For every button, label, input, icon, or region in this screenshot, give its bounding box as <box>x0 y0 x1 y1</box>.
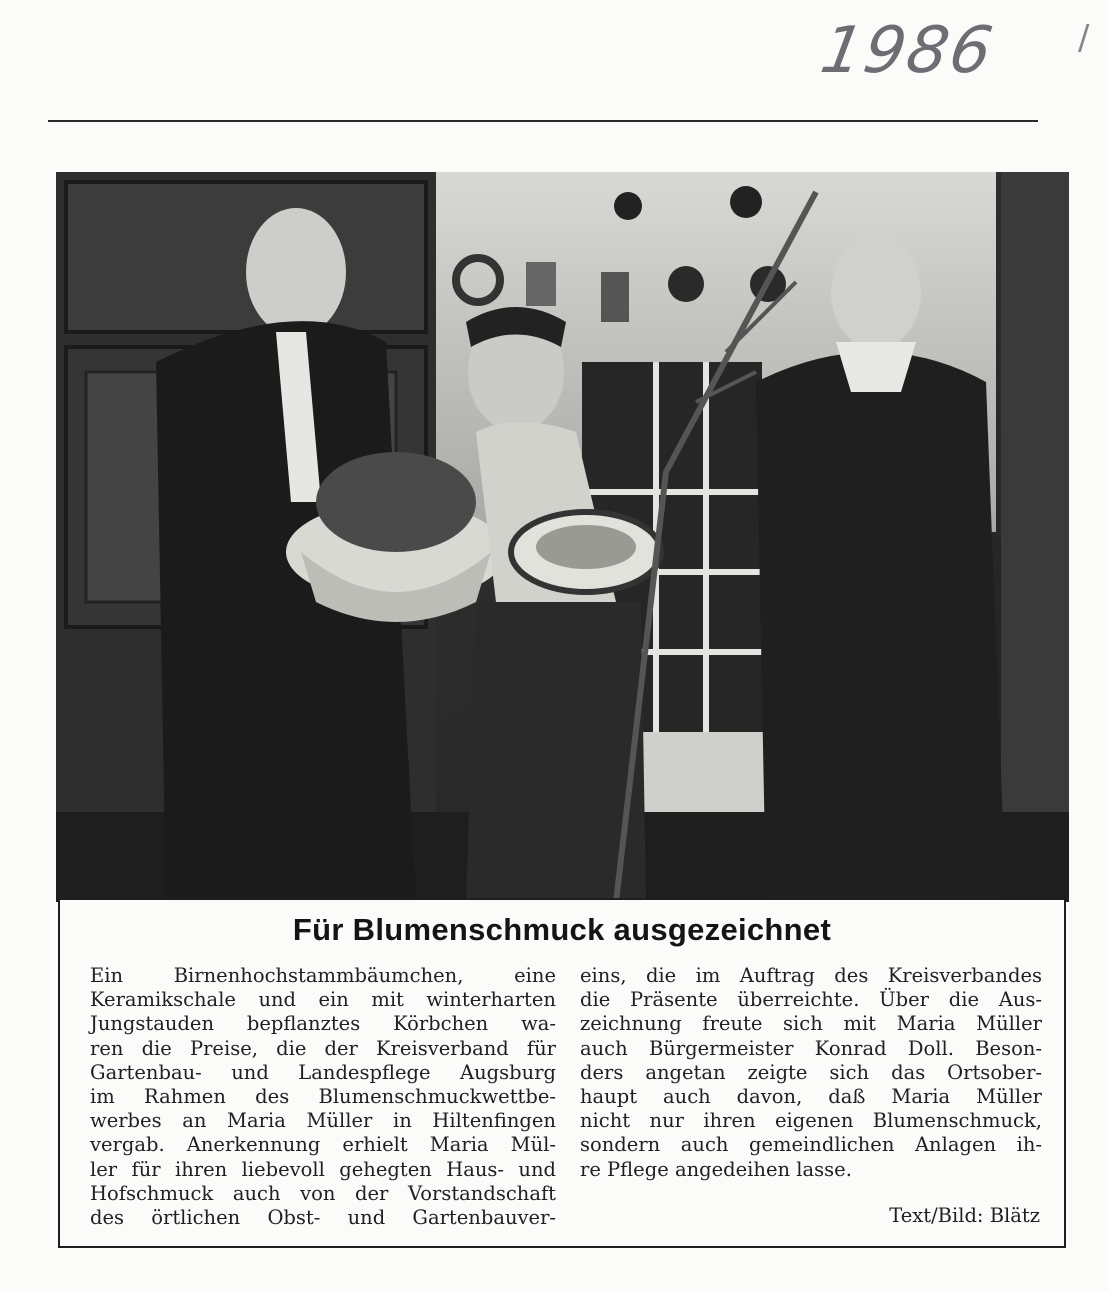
corner-mark: / <box>1078 18 1090 58</box>
news-photo <box>56 172 1069 902</box>
text-line: vergab. Anerkennung erhielt Maria Mül- <box>90 1133 556 1157</box>
text-line: nicht nur ihren eigenen Blumenschmuck, <box>580 1109 1042 1133</box>
text-line: ler für ihren liebevoll gehegten Haus- und <box>90 1157 556 1181</box>
text-line: Jungstauden bepflanztes Körbchen wa- <box>90 1012 556 1036</box>
text-line: auch Bürgermeister Konrad Doll. Beson- <box>580 1036 1042 1060</box>
article-column-left <box>90 964 556 1230</box>
text-line: zeichnung freute sich mit Maria Müller <box>580 1012 1042 1036</box>
article-headline: Für Blumenschmuck ausgezeichnet <box>292 912 832 947</box>
text-line: haupt auch davon, daß Maria Müller <box>580 1084 1042 1108</box>
photo-credit: Text/Bild: Blätz <box>889 1204 1040 1227</box>
top-rule <box>48 120 1038 122</box>
text-line: Keramikschale und ein mit winterharten <box>90 988 556 1012</box>
text-line: Ein Birnenhochstammbäumchen, eine <box>90 964 556 987</box>
text-line: ren die Preise, die der Kreisverband für <box>90 1036 556 1060</box>
text-line: sondern auch gemeindlichen Anlagen ih- <box>580 1133 1042 1157</box>
text-line: werbes an Maria Müller in Hiltenfingen <box>90 1109 556 1133</box>
text-line: im Rahmen des Blumenschmuckwettbe- <box>90 1084 556 1108</box>
text-line: ders angetan zeigte sich das Ortsober- <box>580 1060 1042 1084</box>
text-line: die Präsente überreichte. Über die Aus- <box>580 988 1042 1012</box>
article-box <box>58 898 1066 1248</box>
article-column-right <box>580 964 1042 1182</box>
text-line: Hofschmuck auch von der Vorstandschaft <box>90 1181 556 1205</box>
text-line: re Pflege angedeihen lasse. <box>580 1157 852 1181</box>
text-line: Gartenbau- und Landespflege Augsburg <box>90 1060 556 1084</box>
text-line: des örtlichen Obst- und Gartenbauver- <box>90 1205 556 1229</box>
handwritten-year: 1986 <box>815 14 1000 88</box>
text-line: eins, die im Auftrag des Kreisverbandes <box>580 964 1042 987</box>
